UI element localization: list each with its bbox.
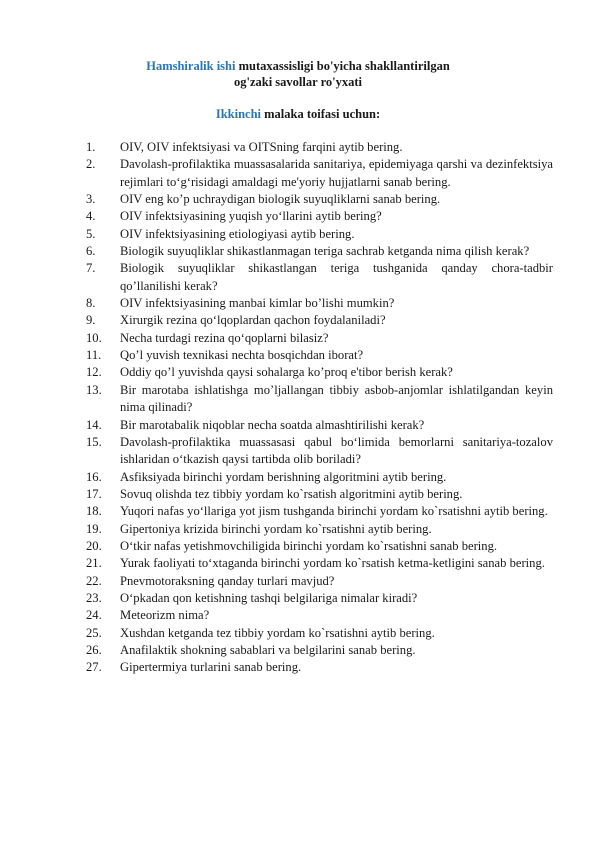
question-text: Yuqori nafas yo‘llariga yot jism tushganda birinchi yordam ko`rsatishni aytib bering. (120, 504, 548, 519)
question-item (86, 607, 553, 624)
question-text: Biologik suyuqliklar shikastlanmagan teriga sachrab ketganda nima qilish kerak? (120, 244, 530, 259)
question-item (86, 243, 553, 260)
question-item (86, 642, 553, 659)
question-number: 22. (86, 573, 102, 588)
question-text: O‘tkir nafas yetishmovchiligida birinchi yordam ko`rsatishni sanab bering. (120, 538, 498, 553)
question-text: Gipertermiya turlarini sanab bering. (120, 660, 302, 675)
title-line-2: og'zaki savollar ro'yxati (233, 75, 362, 89)
question-number: 27. (86, 660, 102, 675)
question-item (86, 573, 553, 590)
question-text: Gipertoniya krizida birinchi yordam ko`rsatishni aytib bering. (120, 521, 432, 536)
subtitle-rest: malaka toifasi uchun: (261, 107, 381, 121)
question-number: 18. (86, 504, 102, 519)
title-rest: mutaxassisligi bo'yicha shakllantirilgan (235, 59, 450, 73)
question-number: 16. (86, 469, 102, 484)
question-text: Bir marotaba ishlatishga mo’ljallangan tibbiy asbob-anjomlar ishlatilgandan keyin nima qilinadi? (120, 382, 553, 415)
question-number: 9. (86, 313, 96, 328)
question-number: 24. (86, 608, 102, 623)
question-number: 5. (86, 226, 96, 241)
question-number: 2. (86, 157, 96, 172)
question-text: Davolash-profilaktika muassasasi qabul bo‘limida bemorlarni sanitariya-tozalov ishlaridan o‘tkazish qaysi tartibda olib boriladi? (120, 434, 553, 467)
question-item (86, 625, 553, 642)
question-item (86, 347, 553, 364)
question-number: 13. (86, 382, 102, 397)
question-item (86, 295, 553, 312)
question-text: Qo’l yuvish texnikasi nechta bosqichdan iborat? (120, 348, 364, 363)
question-number: 23. (86, 590, 102, 605)
question-number: 26. (86, 642, 102, 657)
document-subtitle (0, 106, 596, 122)
question-item (86, 521, 553, 538)
question-number: 15. (86, 434, 102, 449)
question-item (86, 659, 553, 676)
question-item (86, 208, 553, 225)
question-text: Meteorizm nima? (120, 608, 210, 623)
question-text: Sovuq olishda tez tibbiy yordam ko`rsatish algoritmini aytib bering. (120, 486, 463, 501)
question-text: OIV infektsiyasining yuqish yo‘llarini aytib bering? (120, 209, 382, 224)
question-number: 4. (86, 209, 96, 224)
question-item (86, 417, 553, 434)
question-number: 6. (86, 244, 96, 259)
question-number: 10. (86, 330, 102, 345)
question-text: O‘pkadan qon ketishning tashqi belgilariga nimalar kiradi? (120, 590, 418, 605)
question-item (86, 434, 553, 469)
question-list (86, 139, 553, 677)
subtitle-accent: Ikkinchi (215, 107, 262, 121)
question-item (86, 538, 553, 555)
question-text: Oddiy qo’l yuvishda qaysi sohalarga ko’proq e'tibor berish kerak? (120, 365, 453, 380)
question-text: Xushdan ketganda tez tibbiy yordam ko`rsatishni aytib bering. (120, 625, 435, 640)
question-item (86, 555, 553, 572)
title-line-1 (0, 58, 596, 74)
question-text: Necha turdagi rezina qo‘qoplarni bilasiz? (120, 330, 329, 345)
question-number: 19. (86, 521, 102, 536)
question-number: 11. (86, 348, 102, 363)
question-item (86, 260, 553, 295)
question-item (86, 503, 553, 520)
document-title (0, 58, 596, 90)
question-number: 20. (86, 538, 102, 553)
question-number: 3. (86, 192, 96, 207)
question-item (86, 191, 553, 208)
question-item (86, 364, 553, 381)
question-text: Xirurgik rezina qo‘lqoplardan qachon foydalaniladi? (120, 313, 386, 328)
title-accent: Hamshiralik ishi (146, 59, 236, 73)
question-text: Asfiksiyada birinchi yordam berishning algoritmini aytib bering. (120, 469, 447, 484)
question-item (86, 139, 553, 156)
question-text: Pnevmotoraksning qanday turlari mavjud? (120, 573, 335, 588)
question-item (86, 590, 553, 607)
question-number: 21. (86, 556, 102, 571)
question-number: 1. (86, 140, 96, 154)
question-item (86, 312, 553, 329)
question-text: Biologik suyuqliklar shikastlangan teriga tushganida qanday chora-tadbir qo’llanilishi kerak? (120, 261, 553, 293)
question-text: OIV infektsiyasining etiologiyasi aytib bering. (120, 226, 355, 241)
question-number: 14. (86, 417, 102, 432)
question-item (86, 330, 553, 347)
question-text: Yurak faoliyati to‘xtaganda birinchi yordam ko`rsatish ketma-ketligini sanab bering. (120, 556, 545, 571)
question-item (86, 382, 553, 417)
question-item (86, 486, 553, 503)
question-text: Anafilaktik shokning sabablari va belgilarini sanab bering. (120, 642, 416, 657)
question-item (86, 156, 553, 191)
question-text: OIV, OIV infektsiyasi va OITSning farqini aytib bering. (120, 140, 403, 154)
question-text: Davolash-profilaktika muassasalarida sanitariya, epidemiyaga qarshi va dezinfektsiya rejimlari to‘g‘risidagi amaldagi me'yoriy hujjatlarni sanab bering. (120, 157, 553, 189)
question-number: 8. (86, 296, 96, 311)
question-text: Bir marotabalik niqoblar necha soatda almashtirilishi kerak? (120, 417, 425, 432)
question-text: OIV infektsiyasining manbai kimlar bo’lishi mumkin? (120, 296, 395, 311)
question-item (86, 469, 553, 486)
question-item (86, 226, 553, 243)
question-number: 7. (86, 261, 96, 276)
question-text: OIV eng ko’p uchraydigan biologik suyuqliklarni sanab bering. (120, 192, 441, 207)
question-number: 17. (86, 486, 102, 501)
question-number: 12. (86, 365, 102, 380)
question-number: 25. (86, 625, 102, 640)
